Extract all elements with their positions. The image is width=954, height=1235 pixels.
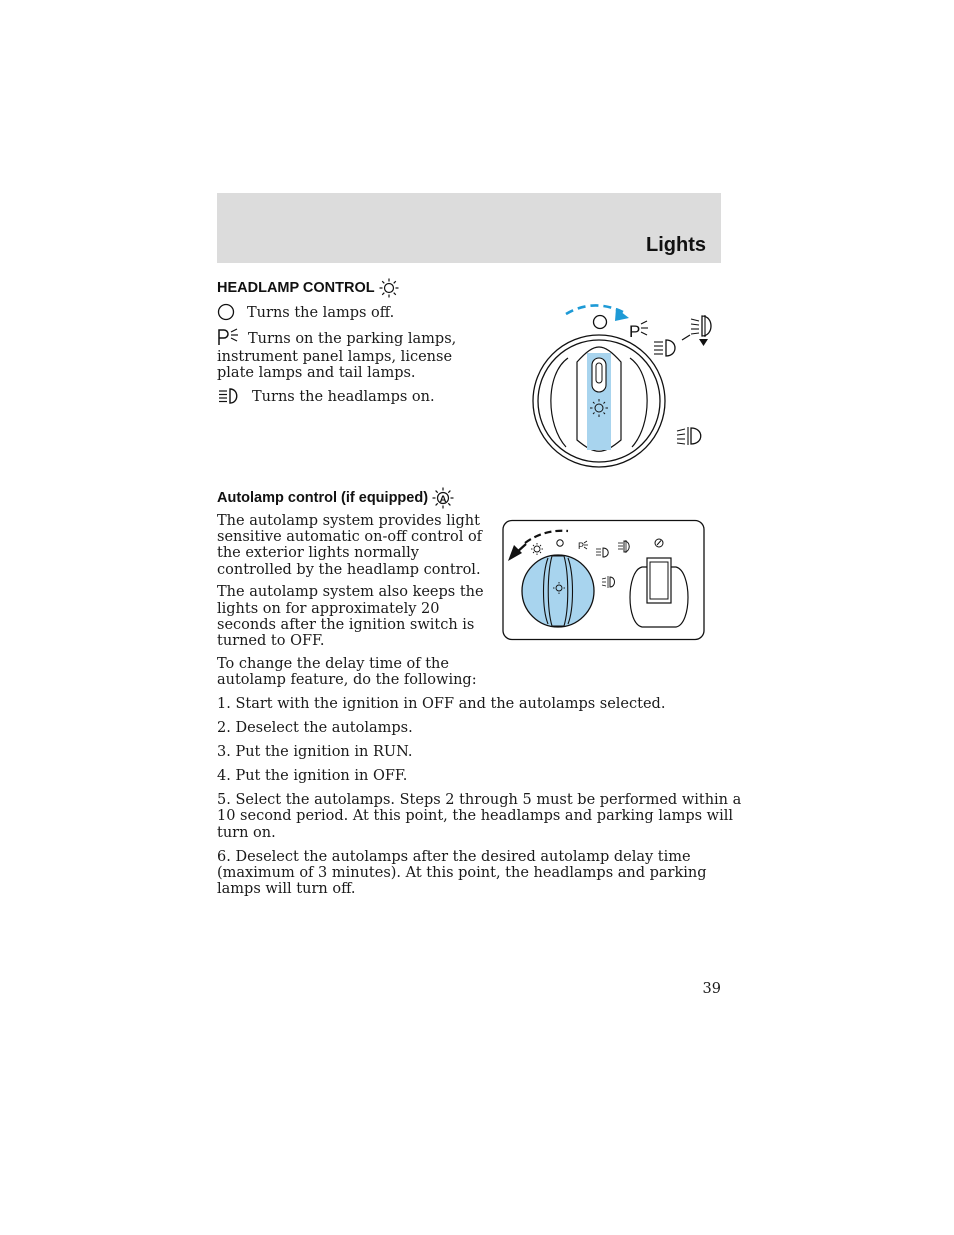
step-5-line2: 10 second period. At this point, the headlamps and parking lamps will — [217, 808, 734, 824]
autolamp-p2-line3: seconds after the ignition switch is — [217, 617, 475, 633]
autolamp-p3-line1: To change the delay time of the — [217, 656, 449, 672]
parking-label: P — [629, 322, 641, 341]
item-off-text: Turns the lamps off. — [247, 305, 395, 321]
parking-lamp-icon — [641, 321, 648, 335]
header-band — [217, 193, 721, 263]
step-6-line2: (maximum of 3 minutes). At this point, the headlamps and parking — [217, 865, 707, 881]
headlamp-icon — [654, 340, 675, 356]
autolamp-section-title — [217, 487, 454, 509]
autolamp-p1-line4: controlled by the headlamp control. — [217, 562, 481, 578]
step-5-line3: turn on. — [217, 825, 276, 841]
autolamp-p2-line1: The autolamp system also keeps the — [217, 584, 484, 600]
headlamp-icon — [217, 387, 243, 405]
autolamp-p2-line2: lights on for approximately 20 — [217, 601, 440, 617]
page-title: Lights — [646, 234, 706, 256]
headlamp-section-title — [217, 278, 399, 298]
item-parking-line3: plate lamps and tail lamps. — [217, 365, 416, 381]
item-parking-line2: instrument panel lamps, license — [217, 349, 453, 365]
step-6-line1: 6. Deselect the autolamps after the desired autolamp delay time — [217, 849, 691, 865]
off-circle-icon — [217, 303, 237, 321]
item-on-text: Turns the headlamps on. — [252, 389, 435, 405]
autolamp-p2-line4: turned to OFF. — [217, 633, 325, 649]
sun-icon — [379, 278, 399, 298]
down-triangle-icon — [699, 339, 708, 346]
fog-lamp-icon — [677, 427, 701, 445]
autolamp-title-text: Autolamp control (if equipped) — [217, 490, 429, 506]
headlamp-control-figure — [528, 300, 728, 475]
parking-lamp-icon — [217, 327, 241, 347]
step-6-line3: lamps will turn off. — [217, 881, 356, 897]
arrow-icon — [615, 308, 629, 321]
autolamp-p1-line1: The autolamp system provides light — [217, 513, 480, 529]
autolamp-badge-letter: A — [439, 493, 447, 505]
rotation-arrow — [566, 305, 623, 314]
autolamp-p1-line2: sensitive automatic on-off control of — [217, 529, 483, 545]
parking-label: P — [578, 541, 585, 551]
dash — [682, 335, 690, 340]
step-4: 4. Put the ignition in OFF. — [217, 768, 408, 784]
step-2: 2. Deselect the autolamps. — [217, 720, 413, 736]
page-number: 39 — [702, 981, 721, 997]
off-circle-icon — [594, 316, 607, 329]
autolamp-icon — [432, 487, 454, 509]
headlamp-title-text: HEADLAMP CONTROL — [217, 280, 375, 296]
autolamp-p3-line2: autolamp feature, do the following: — [217, 672, 477, 688]
fog-lamp-icon — [691, 315, 711, 337]
item-parking-line1: Turns on the parking lamps, — [248, 331, 457, 347]
step-1: 1. Start with the ignition in OFF and the autolamps selected. — [217, 696, 666, 712]
step-3: 3. Put the ignition in RUN. — [217, 744, 413, 760]
autolamp-control-figure — [502, 519, 706, 642]
autolamp-p1-line3: the exterior lights normally — [217, 545, 419, 561]
step-5-line1: 5. Select the autolamps. Steps 2 through 5 must be performed within a — [217, 792, 742, 808]
